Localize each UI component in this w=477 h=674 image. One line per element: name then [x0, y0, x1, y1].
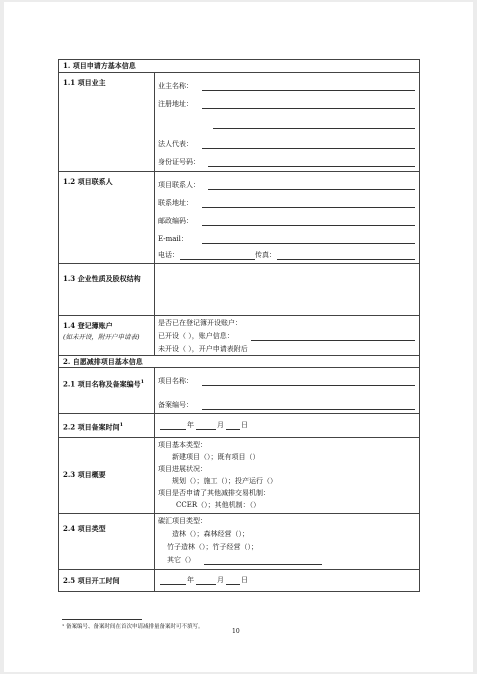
field-label: 电话： [158, 251, 179, 259]
progress-options[interactable]: 规划（）；施工（）；投产运行（） [172, 477, 277, 485]
row-label [59, 414, 155, 437]
enterprise-nature-field[interactable] [158, 264, 415, 316]
type-options-2[interactable]: 竹子造林（）；竹子经营（）； [167, 543, 258, 551]
contact-person-field[interactable] [208, 189, 415, 190]
start-day-field[interactable] [226, 584, 240, 585]
footnote-divider [62, 619, 142, 620]
row-project-overview [59, 437, 419, 513]
row-label-note: (如未开设，附开户申请表) [63, 333, 140, 341]
footnote-mark: 1 [140, 379, 145, 385]
field-label: 项目基本类型： [158, 441, 207, 449]
section-title: 2. 自愿减排项目基本信息 [63, 357, 143, 366]
field-label: 项目联系人： [158, 181, 200, 189]
row-label: 2.5 项目开工时间 [59, 570, 155, 591]
id-code-field[interactable] [208, 166, 415, 167]
row-label-text: 1.4 登记簿账户 [63, 321, 113, 330]
field-label: 法人代表： [158, 140, 193, 148]
field-label: 联系地址： [158, 199, 193, 207]
section-header [59, 355, 419, 367]
field-label: 是否已在登记簿开设账户： [158, 319, 242, 327]
day-label: 日 [241, 421, 248, 429]
project-name-field[interactable] [202, 385, 415, 386]
row-project-type [59, 513, 419, 569]
day-label: 日 [241, 576, 248, 584]
field-label: 项目名称： [158, 377, 193, 385]
row-record-time [59, 413, 419, 437]
field-label: E-mail： [158, 235, 188, 243]
row-start-time [59, 569, 419, 591]
type-options-3[interactable]: 其它（） [167, 556, 195, 564]
basic-type-options[interactable]: 新建项目（）；既有项目（） [172, 453, 260, 461]
field-label: 业主名称： [158, 82, 193, 90]
footnote: ¹ 备案编号、备案时间在首次申请减排量备案时可不填写。 [62, 624, 204, 630]
row-label-text: 2.2 项目备案时间 [63, 422, 120, 432]
contact-address-field[interactable] [202, 207, 415, 208]
field-label: 邮政编码： [158, 217, 193, 225]
section-title: 1. 项目申请方基本信息 [63, 61, 136, 70]
record-no-field[interactable] [202, 409, 415, 410]
row-enterprise-nature [59, 263, 419, 315]
legal-rep-field[interactable] [202, 148, 415, 149]
type-options-1[interactable]: 造林（）；森林经营（）； [172, 530, 249, 538]
year-label: 年 [187, 576, 194, 584]
field-label: 项目是否申请了其他减排交易机制： [158, 489, 270, 497]
owner-address-field-2[interactable] [213, 128, 415, 129]
owner-address-field[interactable] [202, 108, 415, 109]
field-label: 项目进展状况： [158, 465, 207, 473]
month-label: 月 [217, 421, 224, 429]
row-project-owner [59, 72, 419, 171]
field-label: 碳汇项目类型： [158, 517, 207, 525]
month-label: 月 [217, 576, 224, 584]
row-label: 1.3 企业性质及股权结构 [59, 264, 155, 315]
zip-field[interactable] [202, 225, 415, 226]
record-month-field[interactable] [196, 429, 216, 430]
record-day-field[interactable] [226, 429, 240, 430]
account-info-field[interactable] [251, 340, 415, 341]
section-header [59, 60, 419, 72]
row-project-name [59, 367, 419, 413]
start-month-field[interactable] [196, 584, 216, 585]
record-year-field[interactable] [160, 429, 186, 430]
application-form-table [58, 59, 420, 592]
field-label: 注册地址： [158, 100, 193, 108]
mechanism-options[interactable]: CCER（）；其他机制：（） [176, 501, 261, 509]
field-label: 传真： [255, 251, 276, 259]
start-year-field[interactable] [160, 584, 186, 585]
row-label [59, 368, 155, 413]
option-opened[interactable]: 已开设（ ），账户信息： [158, 332, 234, 340]
email-field[interactable] [202, 243, 415, 244]
row-label: 2.4 项目类型 [59, 514, 155, 569]
fax-field[interactable] [277, 259, 415, 260]
year-label: 年 [187, 421, 194, 429]
page-number: 10 [232, 628, 240, 635]
row-label-text: 2.1 项目名称及备案编号 [63, 379, 141, 389]
row-label: 2.3 项目概要 [59, 438, 155, 513]
row-label [59, 316, 155, 355]
option-not-opened[interactable]: 未开设（ ），开户申请表附后 [158, 345, 248, 353]
row-registry-account [59, 315, 419, 355]
field-label: 备案编号： [158, 401, 193, 409]
row-label: 1.2 项目联系人 [59, 172, 155, 263]
row-project-contact [59, 171, 419, 263]
field-label: 身份证号码： [158, 158, 200, 166]
row-label: 1.1 项目业主 [59, 73, 155, 171]
other-type-field[interactable] [204, 564, 322, 565]
owner-name-field[interactable] [202, 90, 415, 91]
footnote-mark: 1 [119, 422, 124, 428]
phone-field[interactable] [180, 259, 255, 260]
